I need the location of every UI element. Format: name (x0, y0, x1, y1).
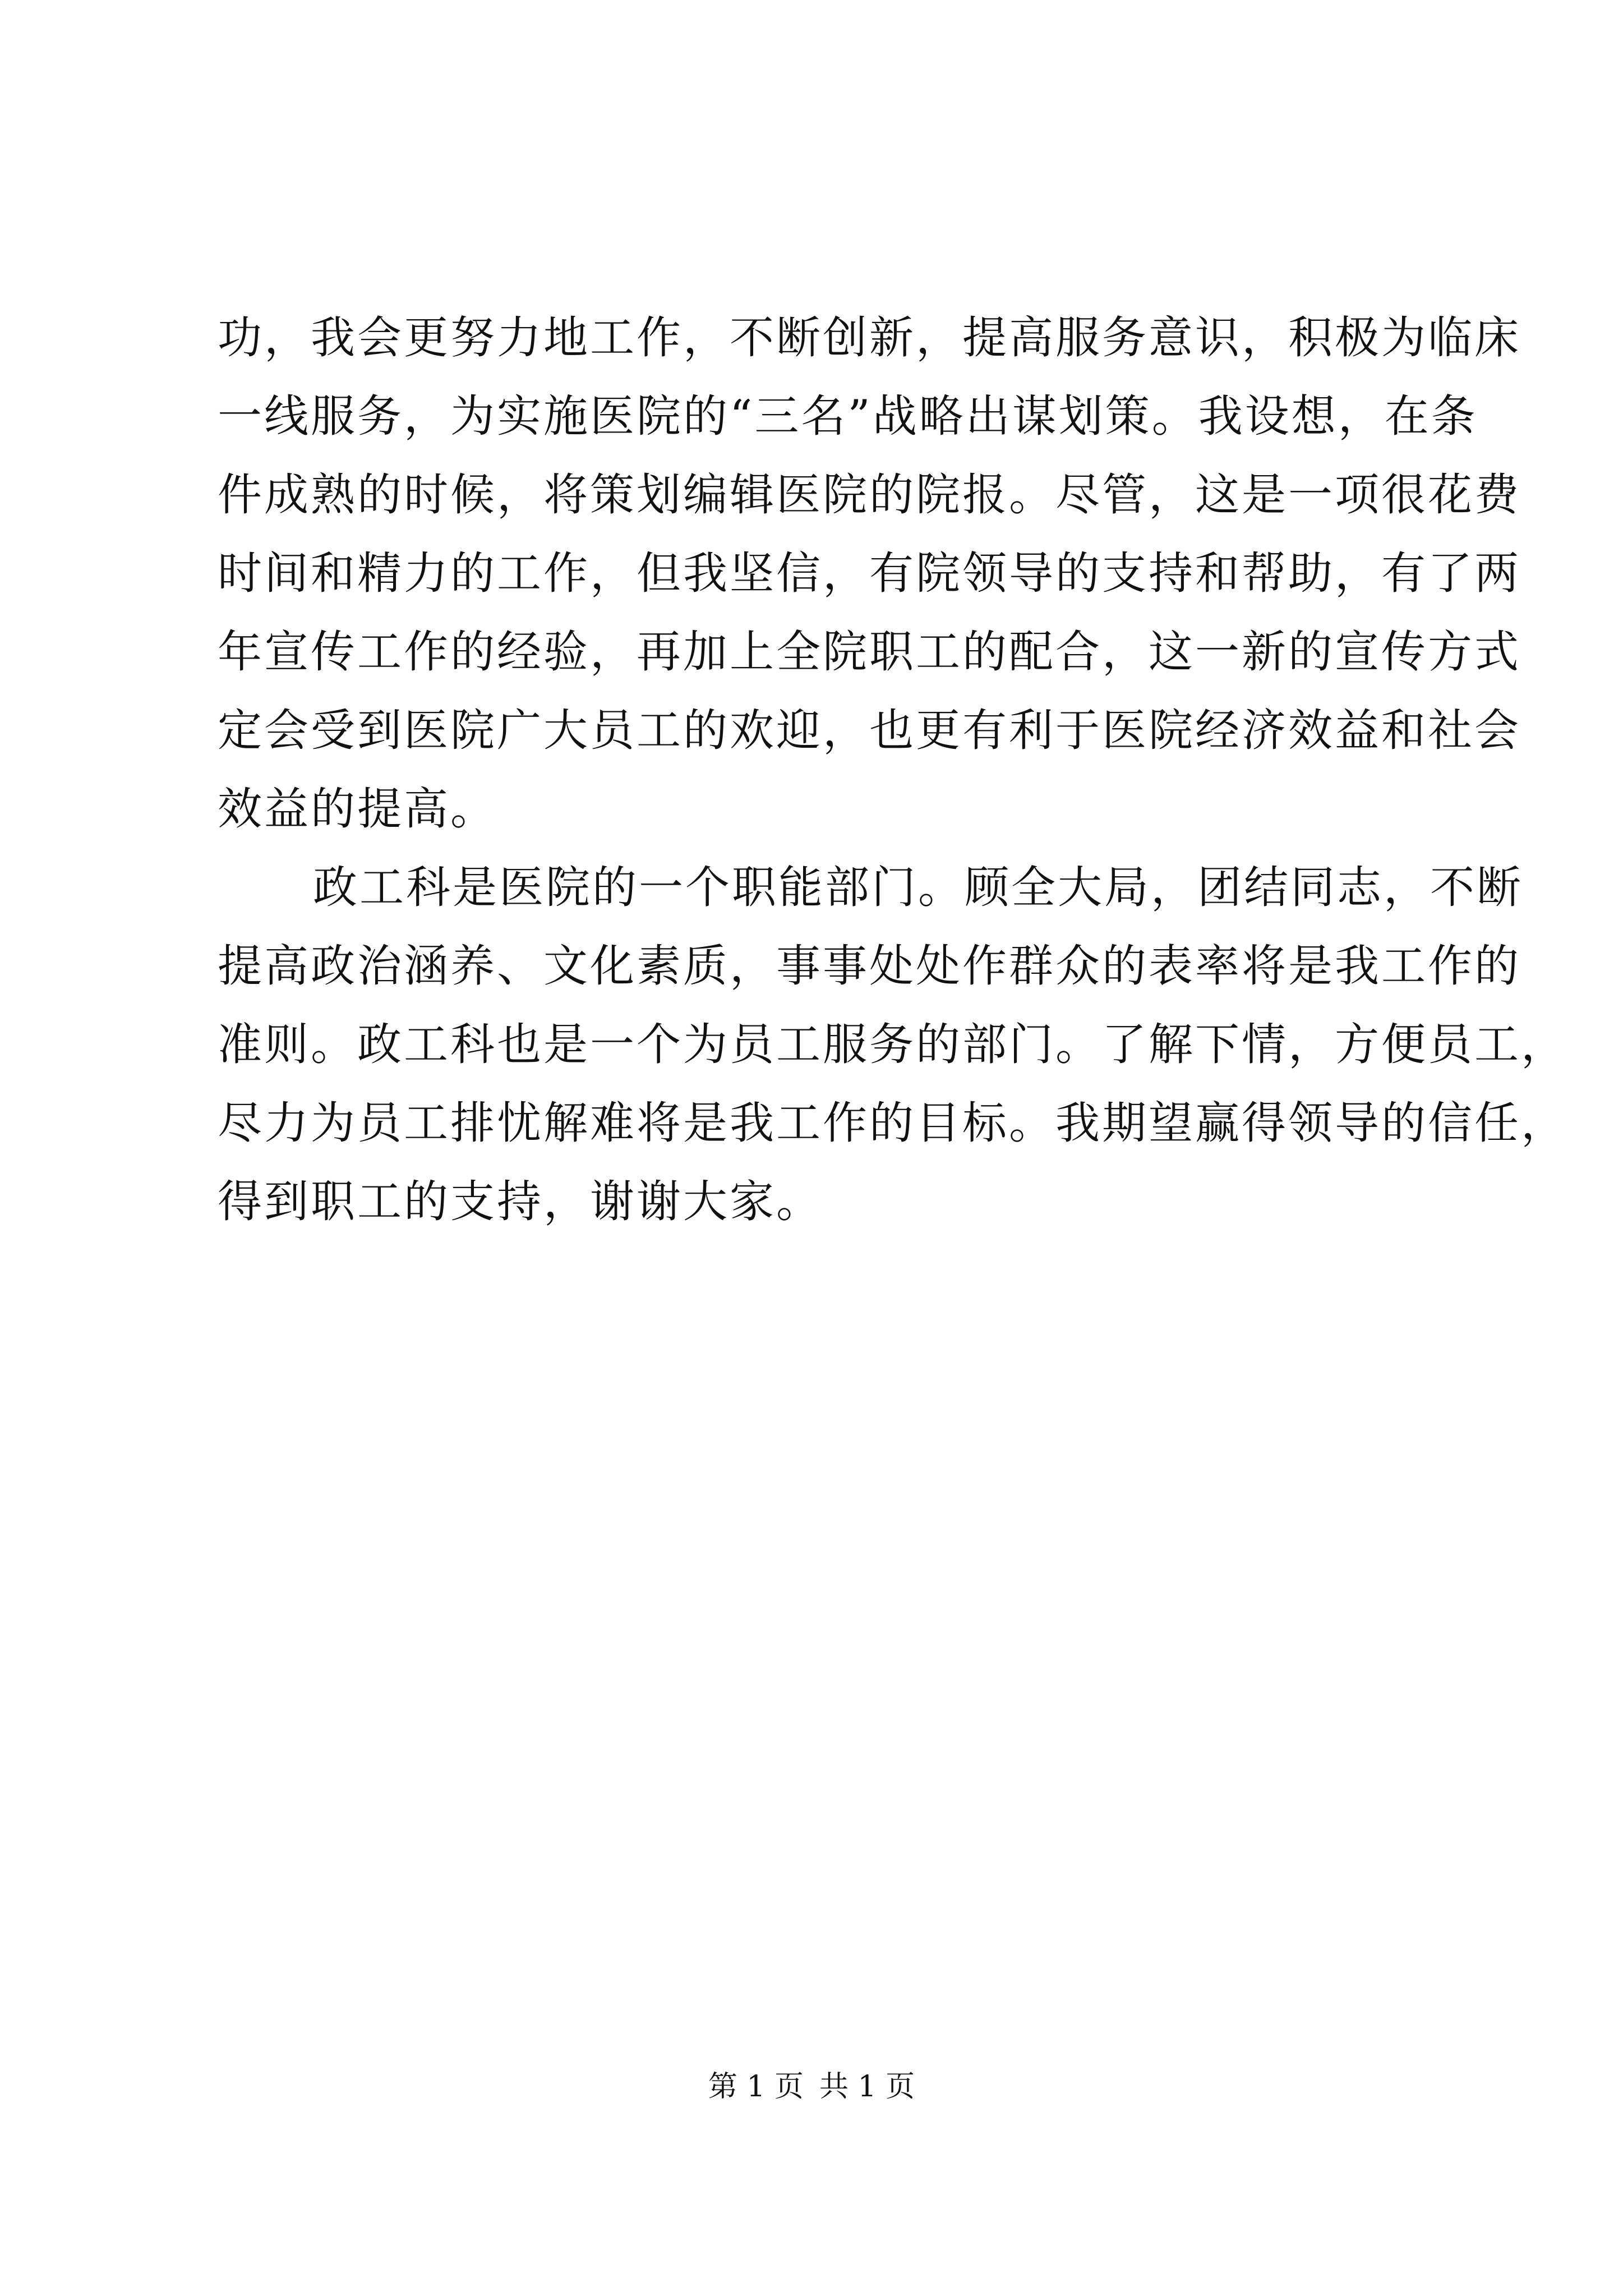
text-line: 尽力为员工排忧解难将是我工作的目标。我期望赢得领导的信任， (218, 1097, 1567, 1149)
text-line: 年宣传工作的经验，再加上全院职工的配合，这一新的宣传方式 (218, 626, 1521, 678)
text-line-indented: 政工科是医院的一个职能部门。顾全大局，团结同志，不断 (313, 862, 1523, 913)
page-footer (0, 2067, 1623, 2106)
page-number: 第 1 页 (708, 2070, 804, 2104)
text-line: 定会受到医院广大员工的欢迎，也更有利于医院经济效益和社会 (218, 705, 1521, 756)
page-total: 共 1 页 (819, 2070, 915, 2104)
text-line: 功，我会更努力地工作，不断创新，提高服务意识，积极为临床 (218, 312, 1521, 364)
paragraph-2 (218, 848, 1567, 1241)
text-line: 提高政治涵养、文化素质，事事处处作群众的表率将是我工作的 (218, 940, 1521, 992)
text-line: 件成熟的时候，将策划编辑医院的院报。尽管，这是一项很花费 (218, 469, 1521, 521)
text-line: 得到职工的支持，谢谢大家。 (218, 1176, 823, 1227)
text-line: 效益的提高。 (218, 783, 497, 835)
text-line: 时间和精力的工作，但我坚信，有院领导的支持和帮助，有了两 (218, 547, 1521, 599)
text-line: 准则。政工科也是一个为员工服务的部门。了解下情，方便员工， (218, 1019, 1567, 1070)
text-line: 一线服务，为实施医院的“三名”战略出谋划策。我设想，在条 (218, 390, 1478, 442)
paragraph-1 (218, 298, 1521, 848)
